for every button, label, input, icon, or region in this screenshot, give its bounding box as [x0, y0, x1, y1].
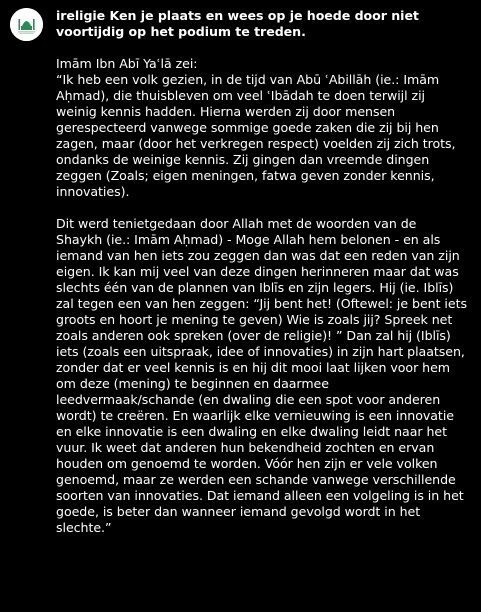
text-line: iets (zoals een uitspraak, idee of innovaties) in zijn hart plaatsen, [56, 344, 465, 359]
text-line: zonder dat er veel kennis is en hij dit mooi laat lijken voor hem [56, 360, 451, 375]
message-title [56, 8, 474, 40]
title-line: ireligie Ken je plaats en wees op je hoede door niet [56, 8, 419, 23]
mosque-logo-icon [10, 8, 43, 41]
text-line: leedvermaak/schande (en dwaling die een spot voor anderen [56, 392, 441, 407]
text-line: wordt) te creëren. En waarlijk elke vernieuwing is een innovatie [56, 408, 454, 423]
text-line: ondanks de weinige kennis. Zij gingen dan vreemde dingen [56, 152, 430, 167]
text-line: goede, is beter dan wanneer iemand gevolgd wordt in het [56, 504, 421, 519]
text-line: weinig kennis hadden. Hierna werden zij door mensen [56, 104, 396, 119]
text-line: eigen. Ik kan mij veel van deze dingen herinneren maar dat was [56, 264, 459, 279]
text-line: slechte.” [56, 520, 112, 535]
text-line: houden om genoemd te worden. Vóór hen zijn er vele volken [56, 456, 438, 471]
text-line: “Ik heb een volk gezien, in de tijd van Abū ʿAbillāh (ie.: Imām [56, 72, 440, 87]
text-line: Dit werd tenietgedaan door Allah met de woorden van de [56, 216, 417, 231]
text-line: soorten van innovaties. Dat iemand alleen een volgeling is in het [56, 488, 464, 503]
text-line: slechts één van de plannen van Iblīs en zijn legers. Hij (ie. Iblīs) [56, 280, 454, 295]
text-line: zoals anderen ook spreken (over de religie)! ” Dan zal hij (Iblīs) [56, 328, 451, 343]
intro-paragraph [56, 56, 474, 200]
text-line: genoemd, maar ze werden een schande vanwege verschillende [56, 472, 456, 487]
message-text [56, 8, 474, 536]
text-line: groots en hoort je mening te geven) Wie is zoals jij? Spreek net [56, 312, 453, 327]
text-line: en elke innovatie is een dwaling en elke dwaling leidt naar het [56, 424, 447, 439]
text-line: zal tegen een van hen zeggen: “Jij bent het! (Oftewel: je bent iets [56, 296, 467, 311]
body-paragraph [56, 216, 474, 536]
text-line: om deze (mening) te beginnen en daarmee [56, 376, 329, 391]
text-line: innovaties). [56, 184, 130, 199]
avatar[interactable] [10, 8, 43, 41]
text-line: gerespecteerd vanwege sommige goede zaken die zij bij hen [56, 120, 439, 135]
text-line: vuur. Ik weet dat anderen hun bekendheid zochten en ervan [56, 440, 435, 455]
text-line: Aḥmad), die thuisbleven om veel ʿIbādah te doen terwijl zij [56, 88, 425, 103]
text-line: zagen, maar (door het verkregen respect) voelden zij zich trots, [56, 136, 456, 151]
text-line: Shaykh (ie.: Imām Aḥmad) - Moge Allah hem belonen - en als [56, 232, 441, 247]
title-line: voortijdig op het podium te treden. [56, 24, 306, 39]
text-line: zeggen (Zoals; eigen meningen, fatwa geven zonder kennis, [56, 168, 435, 183]
text-line: Imām Ibn Abī Yaʿlā zei: [56, 56, 198, 71]
text-line: iemand van hen iets zou zeggen dan was dat een reden van zijn [56, 248, 460, 263]
